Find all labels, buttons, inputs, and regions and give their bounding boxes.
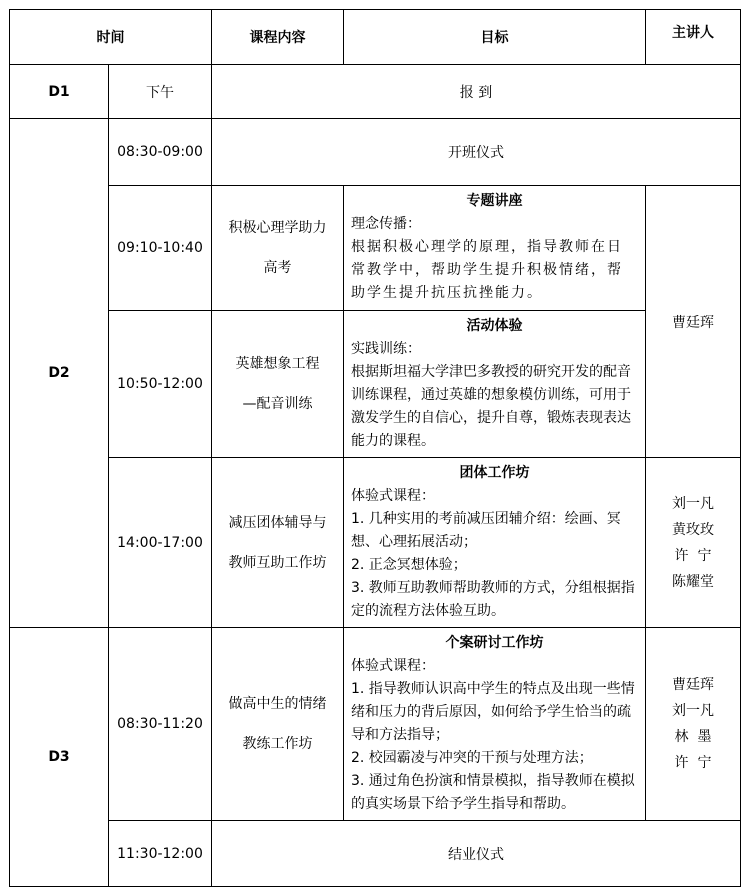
d2-s3-goal <box>344 458 646 628</box>
d1-time: 下午 <box>109 65 212 119</box>
header-goal: 目标 <box>344 10 646 65</box>
day-label-d2: D2 <box>10 119 109 628</box>
d3-s1-goal-line4: 3. 通过角色扮演和情景模拟，指导教师在模拟的真实场景下给予学生指导和帮助。 <box>351 773 635 812</box>
d2-s3-goal-title: 团体工作坊 <box>459 465 530 481</box>
d2-s1-course-line2: 高考 <box>263 260 292 276</box>
d2-s3-goal-line4: 3. 教师互助教师帮助教师的方式，分组根据指定的流程方法体验互助。 <box>351 580 635 619</box>
d3-closing-event: 结业仪式 <box>212 821 741 887</box>
d2-s1-goal-title: 专题讲座 <box>466 193 523 209</box>
d2-s2-time: 10:50-12:00 <box>109 311 212 458</box>
d2-s3-speaker-3: 许 宁 <box>674 547 712 564</box>
d3-s1-goal-line2: 1. 指导教师认识高中学生的特点及出现一些情绪和压力的背后原因，如何给予学生恰当的疏导和方法指导； <box>351 681 635 743</box>
d2-s3-goal-line1: 体验式课程： <box>351 488 435 504</box>
d2-opening-time: 08:30-09:00 <box>109 119 212 186</box>
d2-s3-speaker-4: 陈耀堂 <box>672 573 714 590</box>
d2-opening-event: 开班仪式 <box>212 119 741 186</box>
d2-s1-goal-line2: 根据积极心理学的原理，指导教师在日常教学中，帮助学生提升积极情绪，帮助学生提升抗压抗挫能力。 <box>351 239 623 301</box>
d3-s1-speakers <box>646 628 741 821</box>
d2-s2-goal-line1: 实践训练： <box>351 341 421 357</box>
schedule-table <box>9 9 741 887</box>
d2-s3-goal-line3: 2. 正念冥想体验； <box>351 557 467 573</box>
d2-morning-speaker: 曹廷珲 <box>646 186 741 458</box>
d2-s1-time: 09:10-10:40 <box>109 186 212 311</box>
d3-closing-row <box>10 821 741 887</box>
d2-s3-course <box>212 458 344 628</box>
d2-session2-row <box>10 311 741 458</box>
d2-s3-speaker-1: 刘一凡 <box>672 495 714 512</box>
d3-s1-goal <box>344 628 646 821</box>
d2-s2-goal-title: 活动体验 <box>466 318 523 334</box>
d2-s1-goal <box>344 186 646 311</box>
d2-s2-course-line1: 英雄想象工程 <box>235 356 320 372</box>
d2-session3-row <box>10 458 741 628</box>
d2-s3-course-line1: 减压团体辅导与 <box>228 514 327 531</box>
d3-s1-course-line1: 做高中生的情绪 <box>228 696 327 712</box>
d2-s2-course <box>212 311 344 458</box>
d2-s2-goal <box>344 311 646 458</box>
d1-row <box>10 65 741 119</box>
d2-s2-course-line2: —配音训练 <box>242 396 313 412</box>
d3-s1-speaker-2: 刘一凡 <box>672 703 714 719</box>
d2-s3-goal-line2: 1. 几种实用的考前减压团辅介绍：绘画、冥想、心理拓展活动； <box>351 511 621 550</box>
d3-s1-speaker-1: 曹廷珲 <box>672 677 714 693</box>
d3-s1-speaker-3: 林 墨 <box>674 729 712 745</box>
d2-s2-goal-line2: 根据斯坦福大学津巴多教授的研究开发的配音训练课程，通过英雄的想象模仿训练，可用于激发学生的自信心，提升自尊，锻炼表现表达能力的课程。 <box>351 364 631 449</box>
d3-s1-course-line2: 教练工作坊 <box>242 736 313 752</box>
header-row <box>10 10 741 65</box>
day-label-d1: D1 <box>10 65 109 119</box>
d3-s1-goal-line3: 2. 校园霸凌与冲突的干预与处理方法； <box>351 750 593 766</box>
d2-session1-row <box>10 186 741 311</box>
d2-s3-speaker-2: 黄玫玫 <box>672 521 714 538</box>
d3-s1-course <box>212 628 344 821</box>
d2-s1-course <box>212 186 344 311</box>
d3-s1-time: 08:30-11:20 <box>109 628 212 821</box>
d2-s3-speakers <box>646 458 741 628</box>
d3-s1-goal-title: 个案研讨工作坊 <box>445 635 544 651</box>
d1-event: 报 到 <box>212 65 741 119</box>
d3-s1-speaker-4: 许 宁 <box>674 755 712 771</box>
d3-closing-time: 11:30-12:00 <box>109 821 212 887</box>
d2-opening-row <box>10 119 741 186</box>
d2-s3-course-line2: 教师互助工作坊 <box>228 554 327 571</box>
d3-s1-goal-line1: 体验式课程： <box>351 658 435 674</box>
d2-s3-time: 14:00-17:00 <box>109 458 212 628</box>
header-content: 课程内容 <box>212 10 344 65</box>
header-speaker: 主讲人 <box>646 10 741 65</box>
day-label-d3: D3 <box>10 628 109 887</box>
d3-session1-row <box>10 628 741 821</box>
d2-s1-goal-line1: 理念传播： <box>351 216 421 232</box>
d2-s1-course-line1: 积极心理学助力 <box>228 220 327 236</box>
header-time: 时间 <box>10 10 212 65</box>
